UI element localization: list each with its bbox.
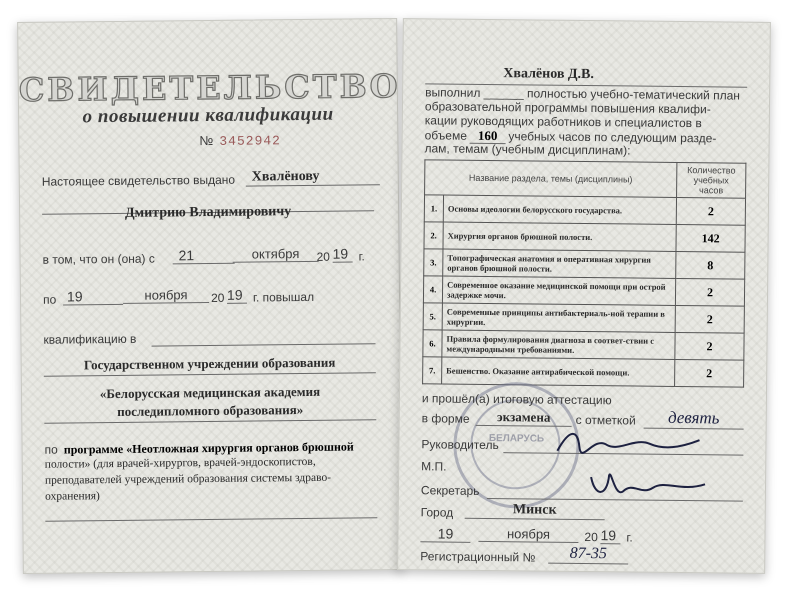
issued-label: Настоящее свидетельство выдано [41, 172, 236, 189]
period-to-label: по [42, 292, 57, 307]
from-year-prefix: 20 [316, 249, 331, 264]
table-header-hours: Количество учебных часов [677, 162, 746, 198]
row-number: 5. [423, 303, 442, 330]
from-year-suffix: г. [358, 249, 365, 264]
issue-year: 19 [600, 527, 620, 544]
from-year: 19 [332, 246, 352, 263]
intro-line-3: кации руководящих работников и специалистов в [424, 113, 702, 131]
row-hours: 2 [675, 305, 744, 333]
issue-month: ноября [478, 526, 578, 543]
qualification-label: квалификацию в [43, 331, 137, 347]
from-day: 21 [172, 247, 234, 265]
program-prefix: по [44, 442, 58, 457]
registration-number: 87-35 [548, 545, 628, 565]
row-number: 4. [423, 276, 442, 303]
to-month: ноября [123, 287, 209, 304]
left-page [17, 18, 403, 574]
row-subject: Топографическая анатомия и оперативная хирургия органов брюшной полости. [443, 249, 676, 278]
hours-prefix: объеме [424, 128, 467, 143]
issue-day: 19 [420, 525, 470, 543]
total-hours: 160 [470, 128, 506, 144]
row-subject: Современные принципы антибактериаль-ной терапии в хирургии. [442, 303, 675, 332]
divider [45, 516, 377, 521]
certificate-number [199, 132, 281, 149]
row-hours: 2 [675, 359, 744, 387]
row-subject: Хирургия органов брюшной полости. [443, 222, 676, 251]
certificate-booklet [14, 20, 786, 580]
table-header-subject: Название раздела, темы (дисциплины) [425, 160, 677, 198]
row-number: 3. [424, 249, 443, 276]
recipient-surname: Хвалёнову [246, 168, 380, 186]
row-hours: 8 [676, 251, 745, 279]
intro-line-1: выполнил ______ полностью учебно-тематический план [425, 85, 741, 103]
row-hours: 2 [676, 197, 745, 225]
to-suffix: г. повышал [252, 289, 315, 305]
program-line-3: преподавателей учреждений образования системы здраво- [44, 471, 332, 487]
certificate-subtitle: о повышении квалификации [82, 103, 334, 128]
row-subject: Правила формулирования диагноза в соответ-ствии с международными требованиями. [442, 330, 675, 359]
head-signature [549, 425, 709, 461]
program-title: программе «Неотложная хирургия органов брюшной [63, 439, 354, 457]
number-label: № [199, 132, 214, 149]
row-subject: Основы идеологии белорусского государства. [443, 195, 676, 224]
to-year: 19 [227, 287, 247, 304]
institution-line-2: «Белорусская медицинская академия [99, 383, 321, 402]
table-row [423, 276, 744, 306]
city-label: Город [420, 505, 454, 520]
recipient-name: Дмитрию Владимировичу [124, 204, 292, 221]
head-label: Руководитель [421, 437, 499, 453]
stamp-text: БЕЛАРУСЬ [488, 433, 545, 445]
program-line-4: охранения) [45, 490, 100, 503]
row-number: 6. [423, 330, 442, 357]
secretary-signature [585, 467, 715, 502]
number-value: 3452942 [219, 133, 282, 149]
table-row [423, 330, 744, 360]
form-label: в форме [421, 411, 470, 426]
form-value: экзамена [476, 409, 572, 427]
mark-label: с отметкой [575, 412, 636, 428]
row-number: 1. [424, 195, 443, 222]
issue-year-prefix: 20 [584, 530, 598, 545]
mark-value: девять [644, 408, 744, 430]
program-line-2: полости» (для врачей-хирургов, врачей-эндоскопистов, [44, 455, 316, 471]
table-row [424, 195, 745, 225]
city-value: Минск [465, 502, 605, 520]
intro-line-5: лам, темам (учебным дисциплинам): [424, 141, 631, 158]
row-hours: 2 [675, 332, 744, 360]
recipient-short-name: Хвалёнов Д.В. [503, 66, 595, 83]
table-row [424, 222, 745, 252]
row-hours: 2 [675, 278, 744, 306]
row-hours: 142 [676, 224, 745, 252]
row-subject: Бешенство. Оказание антирабической помощи. [442, 357, 675, 386]
institution-line-3: последипломного образования» [117, 402, 304, 419]
secretary-label: Секретарь [420, 483, 480, 498]
table-header-row [425, 160, 746, 198]
row-number: 2. [424, 222, 443, 249]
from-month: октября [232, 246, 318, 263]
mp-label: М.П. [421, 459, 447, 474]
right-page [397, 18, 771, 574]
divider [152, 342, 376, 346]
issue-year-suffix: г. [626, 530, 633, 545]
registration-label: Регистрационный № [420, 549, 536, 565]
certificate-title: СВИДЕТЕЛЬСТВО [18, 66, 401, 109]
table-row [423, 357, 744, 387]
row-number: 7. [423, 357, 442, 384]
table-row [424, 249, 745, 279]
intro-line-2: образовательной программы повышения квалифи- [424, 99, 711, 117]
subjects-table [422, 159, 746, 387]
to-day: 19 [63, 288, 123, 306]
period-from-label: в том, что он (она) с [42, 251, 155, 267]
to-year-prefix: 20 [210, 290, 225, 305]
attestation-line: и прошёл(а) итоговую аттестацию [421, 391, 612, 408]
institution-line-1: Государственном учреждении образования [83, 354, 336, 373]
table-row [423, 303, 744, 333]
hours-suffix: учебных часов по следующим разде- [508, 129, 717, 146]
row-subject: Современное оказание медицинской помощи при острой задержке мочи. [442, 276, 675, 305]
